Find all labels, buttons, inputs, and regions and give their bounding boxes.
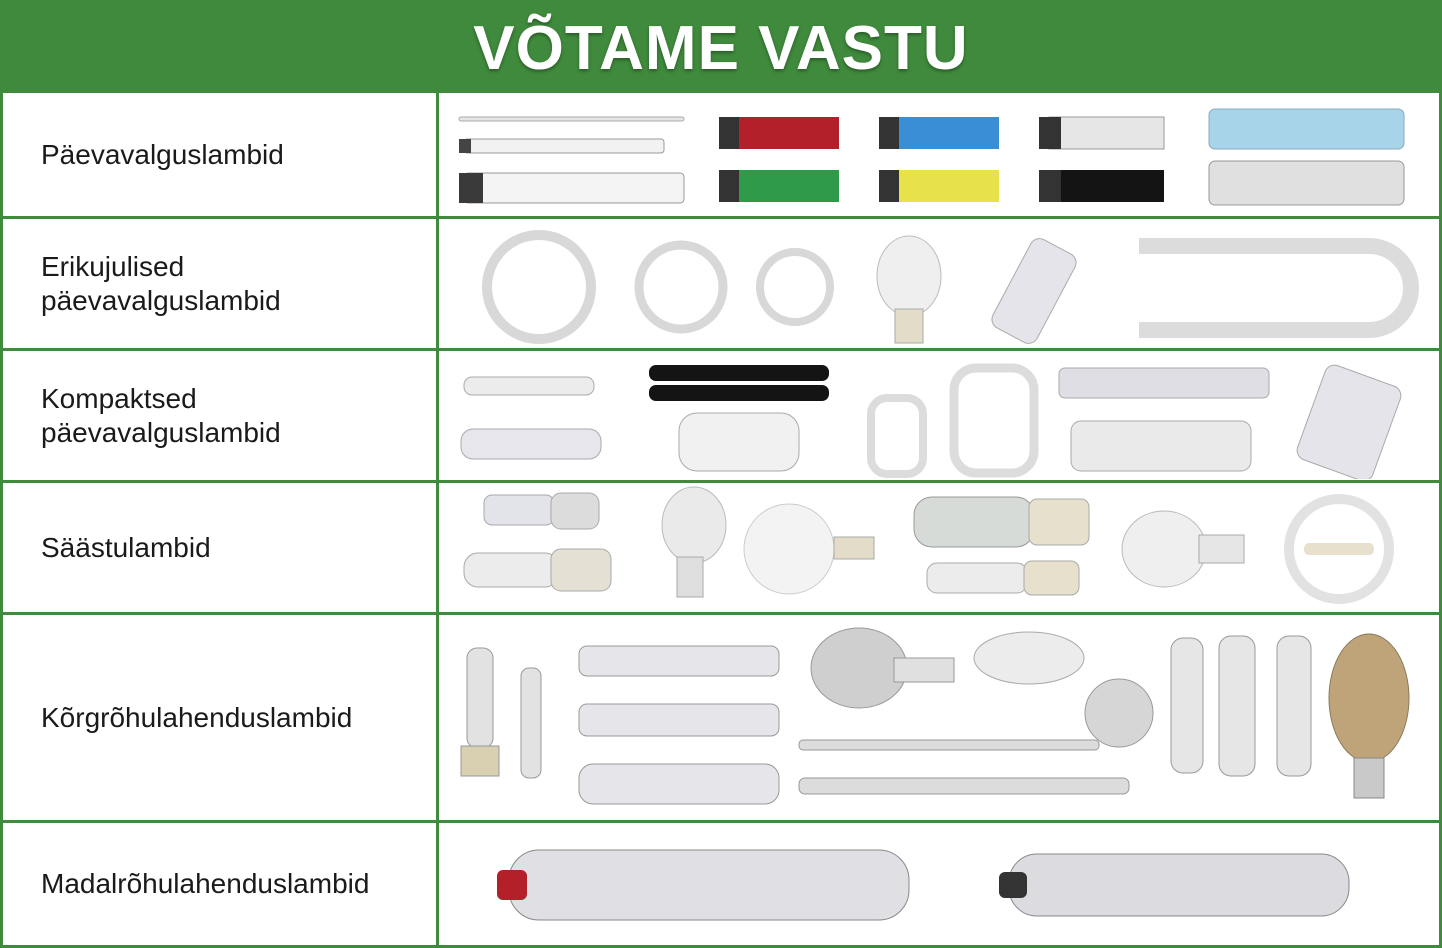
low-pressure-discharge-image xyxy=(438,822,1441,947)
compact-fluorescent-image xyxy=(438,350,1441,482)
label-line: Kompaktsed xyxy=(41,382,197,414)
page-title: VÕTAME VASTU xyxy=(473,14,969,83)
category-label-special-fluorescent xyxy=(2,218,438,350)
label-line: päevavalguslambid xyxy=(41,284,281,316)
category-label-fluorescent: Päevavalguslambid xyxy=(2,92,438,218)
lamp-category-table xyxy=(0,90,1442,948)
label-line: päevavalguslambid xyxy=(41,416,281,448)
table-row xyxy=(2,350,1441,482)
category-label-low-pressure-discharge: Madalrõhulahenduslambid xyxy=(2,822,438,947)
category-label-high-pressure-discharge: Kõrgrõhulahenduslambid xyxy=(2,614,438,822)
energy-saving-lamps-image xyxy=(438,482,1441,614)
table-row xyxy=(2,822,1441,947)
table-row xyxy=(2,92,1441,218)
category-label-compact-fluorescent xyxy=(2,350,438,482)
category-label-energy-saving: Säästulambid xyxy=(2,482,438,614)
fluorescent-tubes-image xyxy=(438,92,1441,218)
table-row xyxy=(2,482,1441,614)
special-fluorescent-image xyxy=(438,218,1441,350)
high-pressure-discharge-image xyxy=(438,614,1441,822)
header-banner xyxy=(0,0,1442,90)
label-line: Erikujulised xyxy=(41,250,185,282)
table-row xyxy=(2,614,1441,822)
table-row xyxy=(2,218,1441,350)
